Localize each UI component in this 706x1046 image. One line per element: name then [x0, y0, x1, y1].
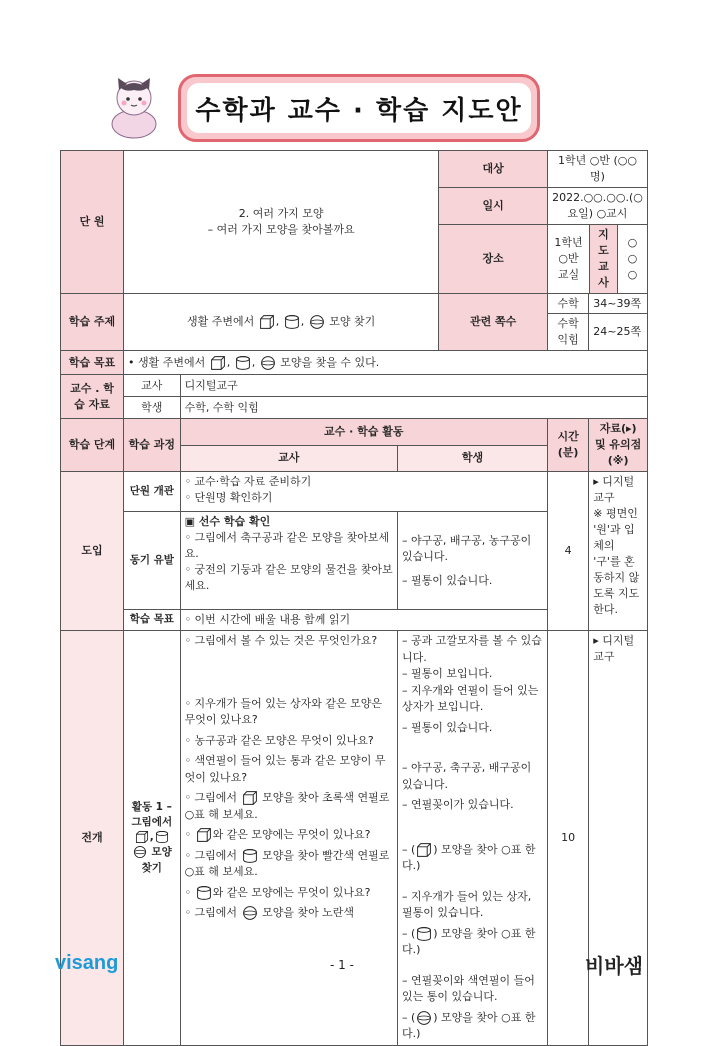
- topic-cell: 생활 주변에서 , , 모양 찾기: [124, 293, 439, 351]
- material-label: 교수 . 학습 자료: [61, 375, 124, 419]
- place-teacher-inner: [548, 225, 647, 293]
- intro-teacher-1-line: ◦ 교수·학습 자료 준비하기: [184, 475, 312, 489]
- develop-process-find: 찾기: [141, 861, 162, 874]
- topic-text-pre: 생활 주변에서: [187, 314, 255, 328]
- develop-student: [397, 631, 547, 1046]
- stage-header: 학습 단계: [61, 419, 124, 472]
- develop-teacher-fragment: ◦ 그림에서: [184, 848, 238, 862]
- header: [0, 60, 706, 155]
- intro-teacher-1: [180, 472, 547, 512]
- develop-student-a: – 필통이 있습니다.: [401, 720, 493, 734]
- related-book-2: 수학 익힘: [547, 314, 588, 351]
- develop-student-a: – 공과 고깔모자를 볼 수 있습니다.: [401, 634, 542, 664]
- intro-stage: 도입: [61, 472, 124, 631]
- intro-teacher-2-line: ◦ 그림에서 축구공과 같은 모양을 찾아보세요.: [184, 531, 390, 560]
- develop-teacher-q: [185, 790, 393, 823]
- develop-student-a: – 필통이 보입니다.: [401, 667, 493, 681]
- cube-shape-icon: [135, 830, 149, 844]
- intro-material-2: ※ 평면인 '원'과 입체의 '구'를 혼동하지 않도록 지도한다.: [593, 507, 640, 616]
- develop-teacher-q: [185, 905, 393, 922]
- intro-process-3: 학습 목표: [124, 610, 181, 631]
- develop-teacher-fragment: ◦: [184, 828, 192, 842]
- sphere-shape-icon: [416, 1010, 432, 1026]
- develop-student-a: – 야구공, 축구공, 배구공이 있습니다.: [401, 761, 532, 791]
- date-value: 2022.○○.○○.(○요일) ○교시: [547, 187, 647, 224]
- develop-student-a: [402, 926, 543, 959]
- material-teacher-label: 교사: [124, 375, 181, 397]
- material-student-label: 학생: [124, 397, 181, 419]
- unit-cell: [124, 151, 439, 294]
- intro-process-1: 단원 개관: [124, 472, 181, 512]
- page-title: 수학과 교수 · 학습 지도안: [187, 83, 531, 133]
- develop-student-fragment: ) 모양을 찾아 ○표 한다.): [401, 842, 536, 873]
- develop-teacher-q: ◦ 그림에서 볼 수 있는 것은 무엇인가요?: [184, 634, 378, 648]
- material-header: 자료(▸) 및 유의점(※): [589, 419, 648, 472]
- intro-heading: ▣ 선수 학습 확인: [184, 515, 271, 529]
- date-label: 일시: [439, 187, 548, 224]
- develop-teacher: [180, 631, 397, 1046]
- teacher-label: 지도 교사: [590, 225, 618, 293]
- sphere-shape-icon: [309, 314, 325, 330]
- intro-time: 4: [547, 472, 588, 631]
- unit-label: 단 원: [61, 151, 124, 294]
- material-student: 수학, 수학 익힘: [180, 397, 647, 419]
- intro-process-2: 동기 유발: [124, 512, 181, 610]
- title-frame: [178, 74, 540, 142]
- related-pages-2: 24~25쪽: [589, 314, 648, 351]
- student-header: 학생: [397, 445, 547, 471]
- lesson-plan-table: [60, 150, 648, 1046]
- sphere-shape-icon: [242, 905, 258, 921]
- related-book-1: 수학: [547, 293, 588, 314]
- develop-student-a: – 지우개가 들어 있는 상자, 필통이 있습니다.: [401, 889, 532, 920]
- cylinder-shape-icon: [235, 355, 251, 371]
- develop-teacher-fragment: ◦: [184, 885, 192, 899]
- develop-student-fragment: ) 모양을 찾아 ○표 한다.): [401, 1010, 536, 1041]
- develop-teacher-q: [185, 848, 393, 881]
- develop-student-fragment: – (: [401, 926, 416, 940]
- develop-time: 10: [547, 631, 588, 1046]
- develop-teacher-fragment: 모양을 찾아 노란색: [262, 906, 355, 920]
- material-teacher: 디지털교구: [180, 375, 647, 397]
- intro-material: [589, 472, 648, 631]
- intro-material-1: ▸ 디지털교구: [593, 475, 635, 505]
- time-header: 시간 (분): [547, 419, 588, 472]
- develop-teacher-fragment: ◦ 그림에서: [184, 906, 238, 920]
- goal-label: 학습 목표: [61, 351, 124, 375]
- cylinder-shape-icon: [242, 848, 258, 864]
- develop-teacher-fragment: ◦ 그림에서: [184, 791, 238, 805]
- cube-shape-icon: [259, 314, 275, 330]
- target-value: 1학년 ○반 (○○명): [547, 151, 647, 188]
- cube-shape-icon: [210, 355, 226, 371]
- develop-process-icons-2: [128, 845, 176, 860]
- cylinder-shape-icon: [284, 314, 300, 330]
- develop-teacher-q: [185, 885, 393, 902]
- related-label: 관련 쪽수: [439, 293, 548, 351]
- intro-teacher-2: [180, 512, 397, 610]
- teacher-value: ○ ○ ○: [627, 235, 638, 281]
- visang-logo: visang: [55, 952, 119, 974]
- develop-student-a: – 연필꽂이와 색연필이 들어 있는 통이 있습니다.: [401, 973, 535, 1004]
- develop-process-shape: 모양: [151, 846, 172, 859]
- place-label: 장소: [439, 224, 548, 293]
- cylinder-shape-icon: [155, 830, 169, 844]
- process-header: 학습 과정: [124, 419, 181, 472]
- cylinder-shape-icon: [416, 926, 432, 942]
- target-label: 대상: [439, 151, 548, 188]
- sphere-shape-icon: [133, 845, 147, 859]
- develop-student-a: – 지우개와 연필이 들어 있는 상자가 보입니다.: [401, 683, 539, 714]
- goal-cell: • 생활 주변에서 , , 모양을 찾을 수 있다.: [124, 351, 648, 375]
- develop-process: [124, 631, 181, 1046]
- develop-student-a: – 연필꽂이가 있습니다.: [401, 798, 514, 812]
- develop-teacher-q: ◦ 지우개가 들어 있는 상자와 같은 모양은 무엇이 있나요?: [184, 696, 383, 727]
- develop-student-fragment: – (: [401, 842, 416, 856]
- develop-teacher-fragment: 와 같은 모양에는 무엇이 있나요?: [212, 885, 371, 899]
- topic-label: 학습 주제: [61, 293, 124, 351]
- cat-mascot-icon: [104, 72, 164, 140]
- cube-shape-icon: [416, 842, 432, 858]
- topic-text-post: 모양 찾기: [329, 314, 376, 328]
- develop-teacher-q: [185, 827, 393, 844]
- page-number: - 1 -: [330, 958, 354, 972]
- intro-teacher-1-line: ◦ 단원명 확인하기: [184, 491, 273, 505]
- develop-material: ▸ 디지털교구: [589, 631, 648, 1046]
- develop-teacher-fragment: 모양을 찾아 빨간색 연필로 ○표 해 보세요.: [184, 848, 390, 879]
- cylinder-shape-icon: [196, 885, 212, 901]
- cube-shape-icon: [242, 790, 258, 806]
- develop-stage: 전개: [61, 631, 124, 1046]
- vivasam-logo: 비바샘: [585, 954, 643, 978]
- intro-teacher-3: ◦ 이번 시간에 배울 내용 함께 읽기: [180, 610, 547, 631]
- goal-text-post: 모양을 찾을 수 있다.: [280, 355, 380, 369]
- develop-student-fragment: ) 모양을 찾아 ○표 한다.): [401, 926, 536, 957]
- intro-teacher-2-line: ◦ 궁전의 기둥과 같은 모양의 물건을 찾아보세요.: [184, 562, 393, 592]
- cube-shape-icon: [196, 827, 212, 843]
- place-teacher-cell: [547, 224, 647, 293]
- place-value: 1학년 ○반 교실: [548, 225, 590, 293]
- intro-student-line: – 야구공, 배구공, 농구공이 있습니다.: [401, 533, 532, 563]
- goal-text-pre: • 생활 주변에서: [128, 355, 206, 369]
- develop-teacher-q: ◦ 농구공과 같은 모양은 무엇이 있나요?: [184, 733, 374, 747]
- unit-subtitle: – 여러 가지 모양을 찾아볼까요: [207, 222, 355, 236]
- develop-teacher-q: ◦ 색연필이 들어 있는 통과 같은 모양이 무엇이 있나요?: [184, 754, 386, 784]
- develop-student-a: [402, 842, 543, 875]
- develop-student-fragment: – (: [401, 1010, 416, 1024]
- intro-student-2: [397, 512, 547, 610]
- related-pages-1: 34~39쪽: [589, 293, 648, 314]
- teacher-header: 교사: [180, 445, 397, 471]
- intro-student-line: – 필통이 있습니다.: [401, 573, 493, 587]
- develop-process-title: 활동 1 – 그림에서: [131, 800, 173, 828]
- develop-teacher-fragment: 와 같은 모양에는 무엇이 있나요?: [212, 828, 371, 842]
- unit-name: 2. 여러 가지 모양: [238, 206, 324, 220]
- develop-process-icons: ,: [128, 830, 176, 845]
- develop-teacher-fragment: 모양을 찾아 초록색 연필로 ○표 해 보세요.: [184, 791, 390, 821]
- develop-student-a: [402, 1010, 543, 1043]
- activity-header: 교수 · 학습 활동: [180, 419, 547, 445]
- sphere-shape-icon: [260, 355, 276, 371]
